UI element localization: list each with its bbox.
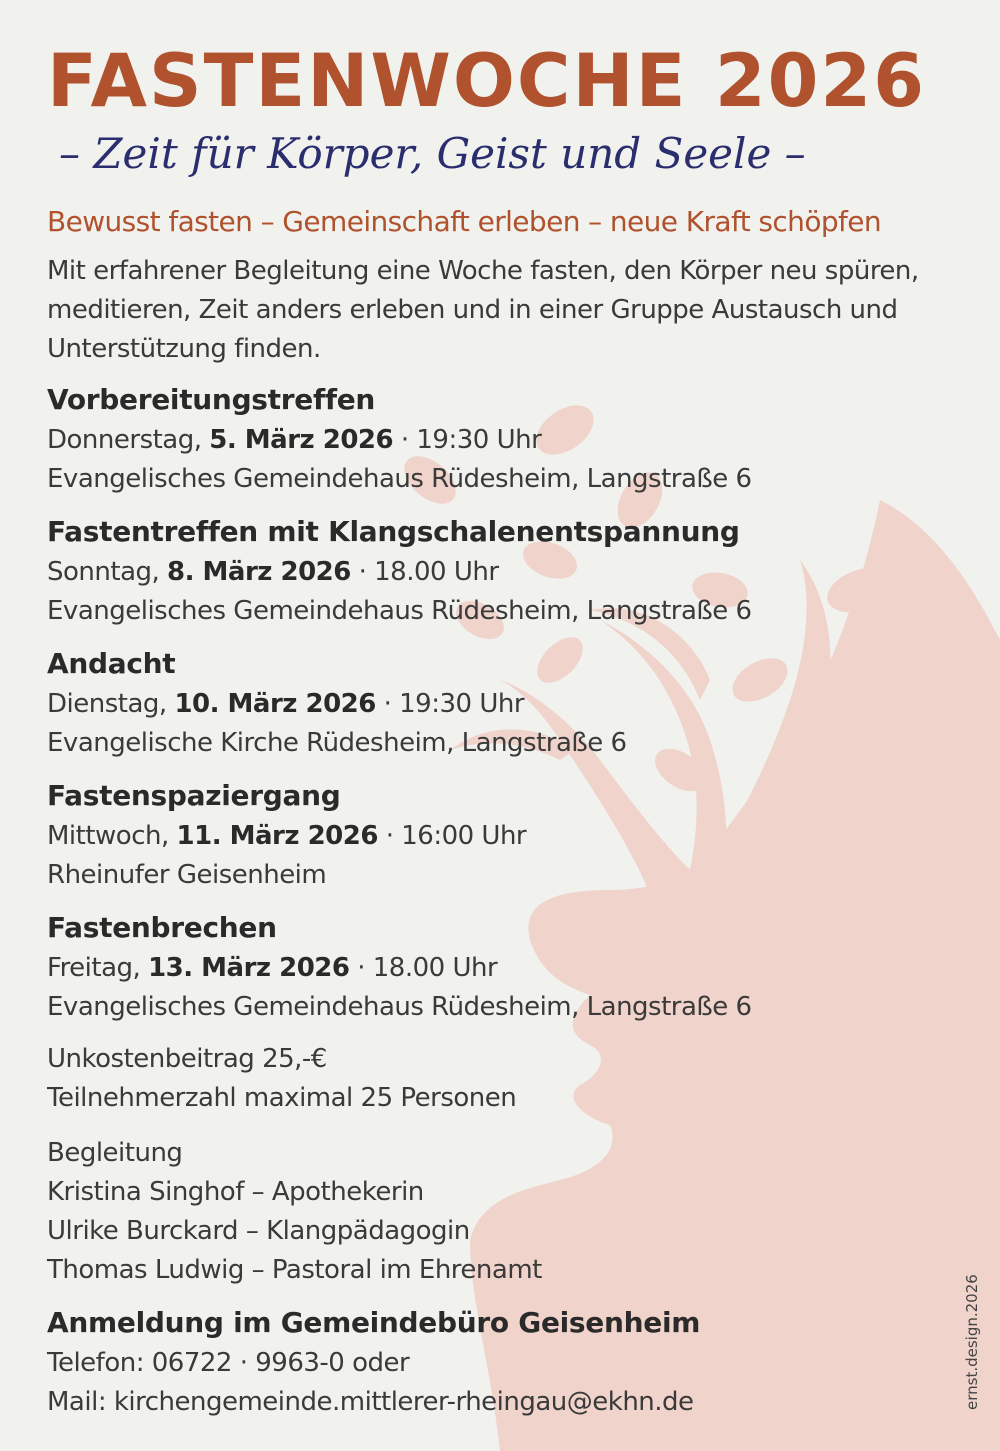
registration-mail: Mail: kirchengemeinde.mittlerer-rheingau@ekhn.de	[47, 1387, 694, 1417]
event-day: Mittwoch,	[47, 821, 169, 851]
event-date: 11. März 2026	[176, 821, 378, 851]
event-time: · 18.00 Uhr	[357, 953, 498, 983]
guide-person: Ulrike Burckard – Klangpädagogin	[47, 1216, 470, 1246]
event-time: · 19:30 Uhr	[400, 425, 542, 455]
event-breaking-fast	[47, 907, 752, 1039]
event-date: 8. März 2026	[167, 557, 351, 587]
event-datetime	[47, 553, 752, 592]
intro-text	[47, 252, 947, 369]
event-time: · 19:30 Uhr	[383, 689, 525, 719]
event-location: Rheinufer Geisenheim	[47, 860, 327, 890]
event-walk	[47, 775, 752, 907]
event-day: Sonntag,	[47, 557, 160, 587]
event-title: Fastenspaziergang	[47, 779, 341, 812]
intro-line: meditieren, Zeit anders erleben und in einer Gruppe Austausch und	[47, 295, 898, 325]
event-day: Donnerstag,	[47, 425, 202, 455]
event-time: · 18.00 Uhr	[358, 557, 499, 587]
tagline: Bewusst fasten – Gemeinschaft erleben – neue Kraft schöpfen	[47, 205, 882, 238]
event-title: Fastentreffen mit Klangschalenentspannung	[47, 515, 740, 548]
event-preparation	[47, 379, 752, 511]
intro-line: Unterstützung finden.	[47, 334, 321, 364]
event-list	[47, 379, 752, 1039]
event-datetime	[47, 817, 752, 856]
event-datetime	[47, 685, 752, 724]
event-sound-bowl	[47, 511, 752, 643]
event-day: Freitag,	[47, 953, 141, 983]
guidance-heading: Begleitung	[47, 1138, 183, 1168]
event-date: 5. März 2026	[209, 425, 394, 455]
design-credit: ernst.design.2026	[963, 1274, 981, 1410]
event-title: Andacht	[47, 647, 176, 680]
event-location: Evangelisches Gemeindehaus Rüdesheim, Langstraße 6	[47, 992, 752, 1022]
costs-block	[47, 1040, 516, 1118]
event-datetime	[47, 949, 752, 988]
event-date: 10. März 2026	[174, 689, 376, 719]
event-devotion	[47, 643, 752, 775]
intro-line: Mit erfahrener Begleitung eine Woche fasten, den Körper neu spüren,	[47, 256, 919, 286]
event-date: 13. März 2026	[148, 953, 350, 983]
event-title: Vorbereitungstreffen	[47, 383, 376, 416]
event-title: Fastenbrechen	[47, 911, 277, 944]
page-title: FASTENWOCHE 2026	[47, 39, 927, 124]
participants-text: Teilnehmerzahl maximal 25 Personen	[47, 1083, 517, 1113]
registration-block	[47, 1302, 700, 1422]
event-location: Evangelisches Gemeindehaus Rüdesheim, Langstraße 6	[47, 596, 752, 626]
guide-person: Thomas Ludwig – Pastoral im Ehrenamt	[47, 1255, 542, 1285]
registration-phone: Telefon: 06722 · 9963-0 oder	[47, 1348, 410, 1378]
event-time: · 16:00 Uhr	[385, 821, 527, 851]
event-location: Evangelische Kirche Rüdesheim, Langstraße 6	[47, 728, 627, 758]
fee-text: Unkostenbeitrag 25,-€	[47, 1044, 327, 1074]
event-day: Dienstag,	[47, 689, 167, 719]
event-location: Evangelisches Gemeindehaus Rüdesheim, Langstraße 6	[47, 464, 752, 494]
registration-heading: Anmeldung im Gemeindebüro Geisenheim	[47, 1306, 701, 1339]
event-datetime	[47, 421, 752, 460]
guidance-block	[47, 1134, 542, 1290]
guide-person: Kristina Singhof – Apothekerin	[47, 1177, 424, 1207]
subtitle: – Zeit für Körper, Geist und Seele –	[59, 129, 806, 178]
